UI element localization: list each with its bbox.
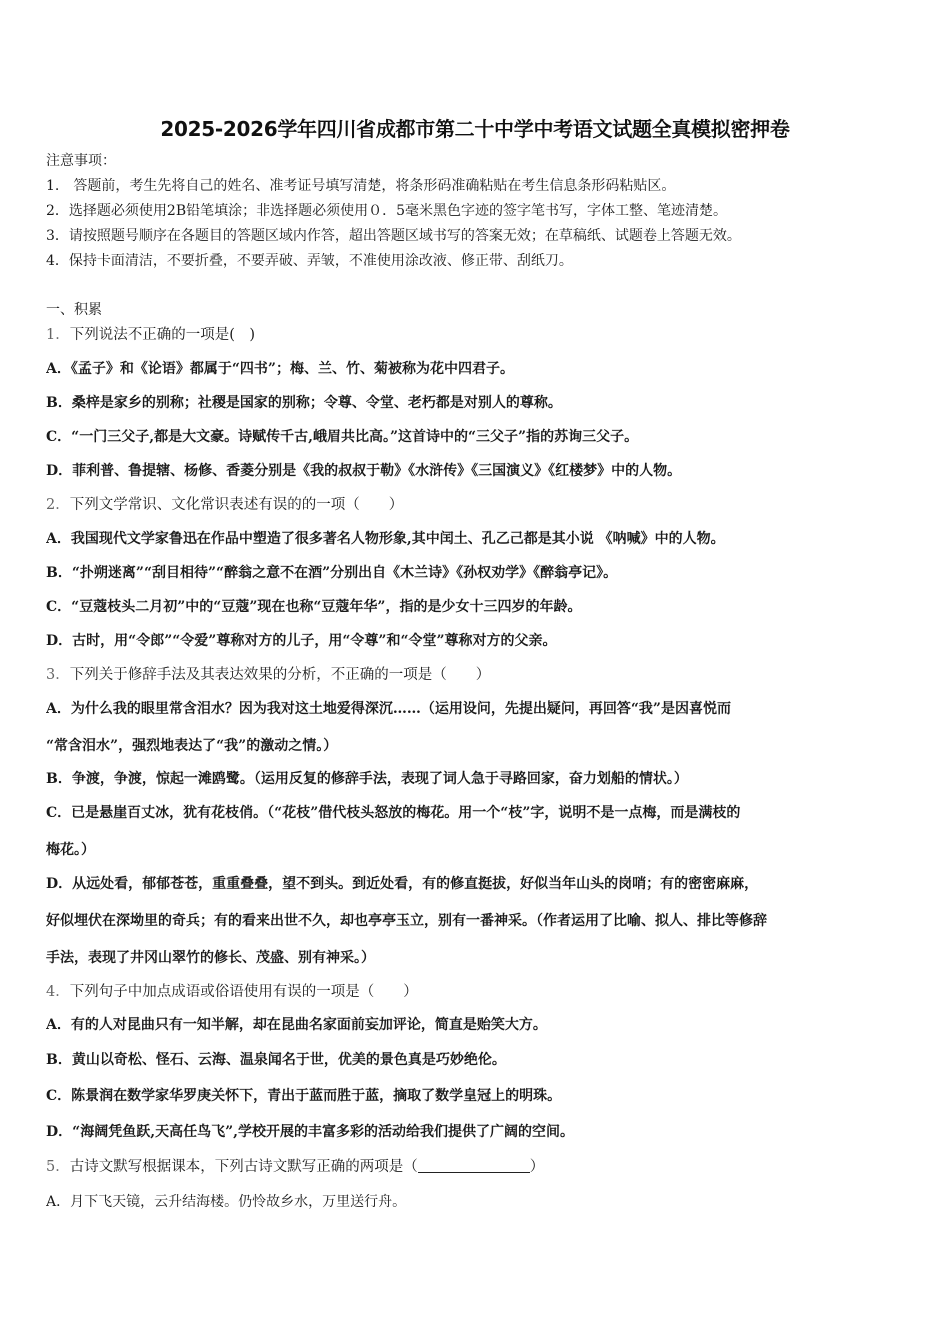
answer-blank[interactable]: [418, 1158, 530, 1173]
q2-option-a: A．我国现代文学家鲁迅在作品中塑造了很多著名人物形象,其中闰土、孔乙己都是其小说 《呐喊》中的人物。: [46, 531, 725, 547]
q3-option-a: A．为什么我的眼里常含泪水？因为我对这土地爱得深沉……（运用设问，先提出疑问，再回答“我”是因喜悦而: [46, 701, 731, 717]
question-text: 下列句子中加点成语或俗语使用有误的一项是（ ）: [69, 984, 418, 1000]
q3-option-c: C．已是悬崖百丈冰，犹有花枝俏。（“花枝”借代枝头怒放的梅花。用一个“枝”字，说明不是一点梅，而是满枝的: [46, 805, 741, 821]
question-text: 下列说法不正确的一项是( ): [69, 327, 256, 343]
q1-option-a: A．《孟子》和《论语》都属于“四书”；梅、兰、竹、菊被称为花中四君子。: [46, 361, 514, 377]
question-4-stem: [46, 983, 911, 1001]
section-heading: 一、积累: [46, 302, 102, 318]
question-number: 3．: [46, 667, 70, 683]
q2-option-d: D．古时，用“令郎”“令爱”尊称对方的儿子，用“令尊”和“令堂”尊称对方的父亲。: [46, 633, 557, 649]
question-number: 4．: [46, 984, 70, 1000]
q1-option-d: D．菲利普、鲁提辖、杨修、香菱分别是《我的叔叔于勒》《水浒传》《三国演义》《红楼梦》中的人物。: [46, 463, 682, 479]
q3-option-d-cont-1: 好似埋伏在深坳里的奇兵；有的看来出世不久，却也亭亭玉立，别有一番神采。（作者运用了比喻、拟人、排比等修辞: [46, 913, 767, 929]
question-number: 2．: [46, 497, 70, 513]
question-2-stem: [46, 496, 911, 514]
q3-option-b: B．争渡，争渡，惊起一滩鸥鹭。（运用反复的修辞手法，表现了词人急于寻路回家，奋力划船的情状。）: [46, 771, 688, 787]
q4-option-a: A．有的人对昆曲只有一知半解，却在昆曲名家面前妄加评论，简直是贻笑大方。: [46, 1017, 547, 1033]
notice-item-1: 1. 答题前，考生先将自己的姓名、准考证号填写清楚，将条形码准确粘贴在考生信息条形码粘贴区。: [46, 178, 676, 194]
question-number: 5．: [46, 1159, 70, 1175]
question-5-stem: 5．古诗文默写根据课本，下列古诗文默写正确的两项是（ ）: [46, 1159, 545, 1175]
q3-option-c-cont: 梅花。）: [46, 842, 95, 858]
q3-option-a-cont: “常含泪水”，强烈地表达了“我”的激动之情。）: [46, 738, 338, 754]
notice-heading: 注意事项：: [46, 153, 116, 169]
q1-option-b: B．桑梓是家乡的别称；社稷是国家的别称；令尊、令堂、老朽都是对别人的尊称。: [46, 395, 562, 411]
q4-option-b: B．黄山以奇松、怪石、云海、温泉闻名于世，优美的景色真是巧妙绝伦。: [46, 1052, 506, 1068]
q4-option-c: C．陈景润在数学家华罗庚关怀下，青出于蓝而胜于蓝，摘取了数学皇冠上的明珠。: [46, 1088, 562, 1104]
notice-item-4: 4．保持卡面清洁，不要折叠，不要弄破、弄皱，不准使用涂改液、修正带、刮纸刀。: [46, 253, 573, 269]
q3-option-d-cont-2: 手法，表现了井冈山翠竹的修长、茂盛、别有神采。）: [46, 950, 375, 966]
question-text: 下列文学常识、文化常识表述有误的的一项（ ）: [69, 497, 404, 513]
question-3-stem: [46, 666, 911, 684]
notice-item-3: 3．请按照题号顺序在各题目的答题区域内作答，超出答题区域书写的答案无效；在草稿纸、试题卷上答题无效。: [46, 228, 741, 244]
q2-option-b: B．“扑朔迷离”“刮目相待”“醉翁之意不在酒”分别出自《木兰诗》《孙权劝学》《醉翁亭记》。: [46, 565, 618, 581]
q2-option-c: C．“豆蔻枝头二月初”中的“豆蔻”现在也称“豆蔻年华”，指的是少女十三四岁的年龄。: [46, 599, 582, 615]
q3-option-d: D．从远处看，郁郁苍苍，重重叠叠，望不到头。到近处看，有的修直挺拔，好似当年山头的岗哨；有的密密麻麻，: [46, 876, 759, 892]
question-1-stem: [46, 326, 911, 344]
question-text: 下列关于修辞手法及其表达效果的分析，不正确的一项是（ ）: [69, 667, 491, 683]
q1-option-c: C．“一门三父子,都是大文豪。诗赋传千古,峨眉共比高。”这首诗中的“三父子”指的苏询三父子。: [46, 429, 639, 445]
question-text: 古诗文默写根据课本，下列古诗文默写正确的两项是（: [69, 1159, 418, 1175]
notice-item-2: 2．选择题必须使用2B铅笔填涂；非选择题必须使用０．5毫米黑色字迹的签字笔书写，字体工整、笔迹清楚。: [46, 203, 728, 219]
q4-option-d: D．“海阔凭鱼跃,天高任鸟飞”,学校开展的丰富多彩的活动给我们提供了广阔的空间。: [46, 1124, 574, 1140]
question-number: 1．: [46, 327, 70, 343]
q5-option-a: A．月下飞天镜，云升结海楼。仍怜故乡水，万里送行舟。: [46, 1194, 407, 1210]
page-title: 2025-2026学年四川省成都市第二十中学中考语文试题全真模拟密押卷: [160, 117, 790, 141]
